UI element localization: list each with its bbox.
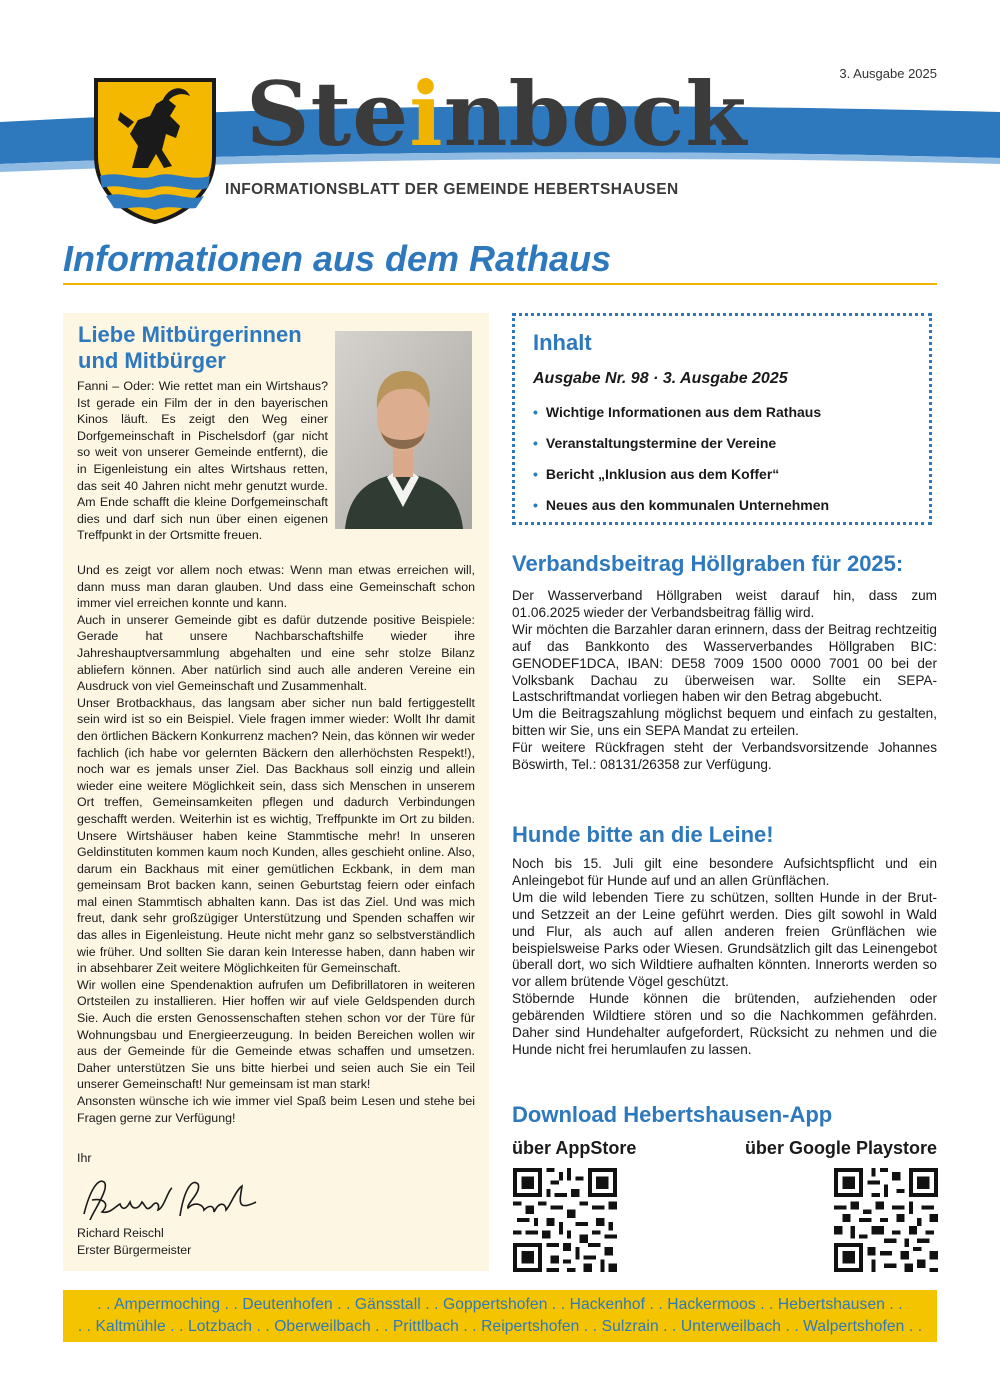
mayor-portrait [335,331,472,529]
contents-item-label: Bericht „Inklusion aus dem Koffer“ [545,466,780,482]
masthead-title-prefix: Ste [246,62,410,166]
contents-item [533,433,829,464]
article-paragraph: Wir möchten die Barzahler daran erinnern, dass der Beitrag rechtzeitig auf das Bankkonto des Wasserverbandes Höllgraben BIC: GENODEF1DCA, IBAN: DE58 7009 1500 0000 7001 00 bei der Volksbank Dachau zu überweisen war. Sollte ein SEPA-Lastschriftmandat vorliegen haben wir den Betrag abgebucht. [512,621,937,705]
letter-closing: Ihr [77,1151,92,1165]
letter-intro [77,378,328,544]
section-title: Informationen aus dem Rathaus [63,238,612,279]
edition-label: 3. Ausgabe 2025 [839,66,937,81]
article-paragraph: Noch bis 15. Juli gilt eine besondere Aufsichtspflicht und ein Anleingebot für Hunde auf und an allen Grünflächen. [512,856,937,888]
signer-name: Richard Reischl [77,1226,164,1240]
masthead-subtitle: INFORMATIONSBLATT DER GEMEINDE HEBERTSHAUSEN [225,181,679,198]
letter-paragraph: Unser Brotbackhaus, das langsam aber sicher nun bald fertiggestellt sein wird ist so ein Beispiel. Viele fragen immer wieder: Wollt Ihr damit den örtlichen Bäckern Konkurrenz machen? Nein, das können wir weder fachlich (ich habe vor gelernten Bäckern den allerhöchsten Respekt!), noch war es jemals unser Ziel. Das Backhaus soll einzig und allein wieder eine weitere Möglichkeit sein, dass sich Menschen in unserem Ort treffen, Gemeinsamkeiten pflegen und dadurch Verbindungen geschafft werden. Weiterhin ist es wichtig, Treffpunkte im Ort zu bilden. Unsere Wirtshäuser haben keine Stammtische mehr! In unseren Geldinstituten kommen kaum noch Kunden, alles geschieht online. Also, darum ein Backhaus mit einer gemütlichen Eckbank, in dem man gemeinsam Brot backen kann, seinen Geburtstag feiern oder einfach mal einen Stammtisch abhalten kann. Das ist das Ziel. Und was mich freut, dank sehr großzügiger Unterstützung und Spenden schaffen wir das alles in Eigenleistung. Heute nicht mehr ganz so selbstverständlich wie früher. Und sollten Sie daran kein Interesse haben, dann haben wir in absehbarer Zeit weitere Möglichkeiten für Gemeinschaft. [77,695,475,976]
hunde-heading: Hunde bitte an die Leine! [512,822,774,847]
playstore-qr-code[interactable] [834,1168,938,1272]
signer-role: Erster Bürgermeister [77,1243,192,1257]
verband-heading: Verbandsbeitrag Höllgraben für 2025: [512,551,904,576]
verband-article [512,588,937,774]
hunde-article [512,856,937,1059]
contents-item-label: Wichtige Informationen aus dem Rathaus [545,404,822,420]
article-paragraph: Um die Beitragszahlung möglichst bequem und einfach zu gestalten, bitten wir Sie, uns ein SEPA Mandat zu erteilen. [512,706,937,739]
playstore-label: über Google Playstore [744,1138,937,1158]
letter-paragraph: Wir wollen eine Spendenaktion aufrufen um Defibrillatoren in weiteren Ortsteilen zu installieren. Hier hoffen wir auf viele Geldspenden durch Sie. Auch die ersten Genossenschaften stehen schon vor der Türe für Wohnungsbau und Energieerzeugung. In beiden Bereichen wollen wir aus der Gemeinde für die Gemeinde etwas schaffen und umsetzen. Daher unterstützen Sie uns bitte hierbei und seien auch Sie ein Teil unserer Gemeinschaft! Nur gemeinsam ist man stark! [77,977,475,1092]
masthead-title-suffix: nbock [443,62,748,166]
article-paragraph: Stöbernde Hunde können die brütenden, aufziehenden oder gebärenden Wildtiere stören und so die Nachkommen gefährden. Daher sind Hundehalter aufgefordert, Rücksicht zu nehmen und die Hunde nicht frei herumlaufen zu lassen. [512,991,937,1057]
masthead-title-i: i [409,62,444,166]
villages-row-1: . . Ampermoching . . Deutenhofen . . Gänsstall . . Goppertshofen . . Hackenhof . . Hackermoos . . Hebertshausen . . [97,1296,903,1313]
contents-item-label: Neues aus den kommunalen Unternehmen [545,497,830,513]
letter-body [77,562,475,1126]
bullet-icon: • [533,497,538,513]
contents-item [533,464,829,495]
contents-list [533,402,829,526]
contents-item-label: Veranstaltungstermine der Vereine [545,435,777,451]
app-heading: Download Hebertshausen-App [512,1102,833,1127]
article-paragraph: Der Wasserverband Höllgraben weist darauf hin, dass zum 01.06.2025 wieder der Verbandsbeitrag fällig wird. [512,588,937,620]
letter-paragraph: Und es zeigt vor allem noch etwas: Wenn man etwas erreichen will, dann muss man daran glauben. Und dass eine Gemeinschaft schon immer viel erreichen konnte und kann. [77,563,475,611]
letter-title: Liebe Mitbürgerinnen und Mitbürger [78,322,302,373]
masthead-title [246,62,748,166]
article-paragraph: Für weitere Rückfragen steht der Verbandsvorsitzende Johannes Böswirth, Tel.: 08131/26358 zur Verfügung. [512,740,937,773]
letter-paragraph: Fanni – Oder: Wie rettet man ein Wirtshaus? Ist gerade ein Film der in den bayerischen Kinos läuft. Es zeigt den Weg einer Dorfgemeinschaft in Pischelsdorf (gar nicht so weit von unserer Gemeinde entfernt), die in Eigenleistung ein altes Wirtshaus retten, das seit 40 Jahren nicht mehr genutzt wurde. Am Ende schafft die kleine Dorfgemeinschaft dies und darf sich nun über einen eigenen Treffpunkt in der Ortsmitte freuen. [77,379,328,543]
contents-item [533,495,829,526]
bullet-icon: • [533,466,538,482]
coat-of-arms-logo [92,76,218,224]
bullet-icon: • [533,435,538,451]
handwritten-signature [80,1170,260,1230]
article-paragraph: Um die wild lebenden Tiere zu schützen, sollten Hunde in der Brut- und Setzzeit an der Leine geführt werden. Dies gilt sowohl in Wald und Flur, als auch auf allen anderen freien Grünflächen wie beispielsweise Parks oder Wiesen. Grundsätzlich gilt das Leinengebot überall dort, wo sich Wildtiere aufhalten könnten. Innerorts werden so vor allem brütende Vögel geschützt. [512,889,937,990]
contents-issue: Ausgabe Nr. 98 · 3. Ausgabe 2025 [533,370,788,387]
villages-row-2: . . Kaltmühle . . Lotzbach . . Oberweilbach . . Prittlbach . . Reipertshofen . . Sulzrain . . Unterweilbach . . Walpertshofen . . [77,1318,923,1335]
letter-paragraph: Auch in unserer Gemeinde gibt es dafür dutzende positive Beispiele: Gerade hat unsere Nachbarschaftshilfe wieder ihre Jahreshauptversammlung abgehalten und eine sehr stolze Bilanz abliefern können. Aber natürlich sind auch alle anderen Vereine ein Ausdruck von viel Gemeinschaft und Zusammenhalt. [77,612,475,694]
bullet-icon: • [533,404,538,420]
letter-paragraph: Ansonsten wünsche ich wie immer viel Spaß beim Lesen und stehe bei Fragen gerne zur Verfügung! [77,1094,475,1125]
contents-item [533,402,829,433]
signature-block [77,1225,191,1259]
contents-title: Inhalt [533,330,592,355]
appstore-qr-code[interactable] [513,1168,617,1272]
section-divider [63,283,937,285]
appstore-label: über AppStore [512,1138,637,1158]
